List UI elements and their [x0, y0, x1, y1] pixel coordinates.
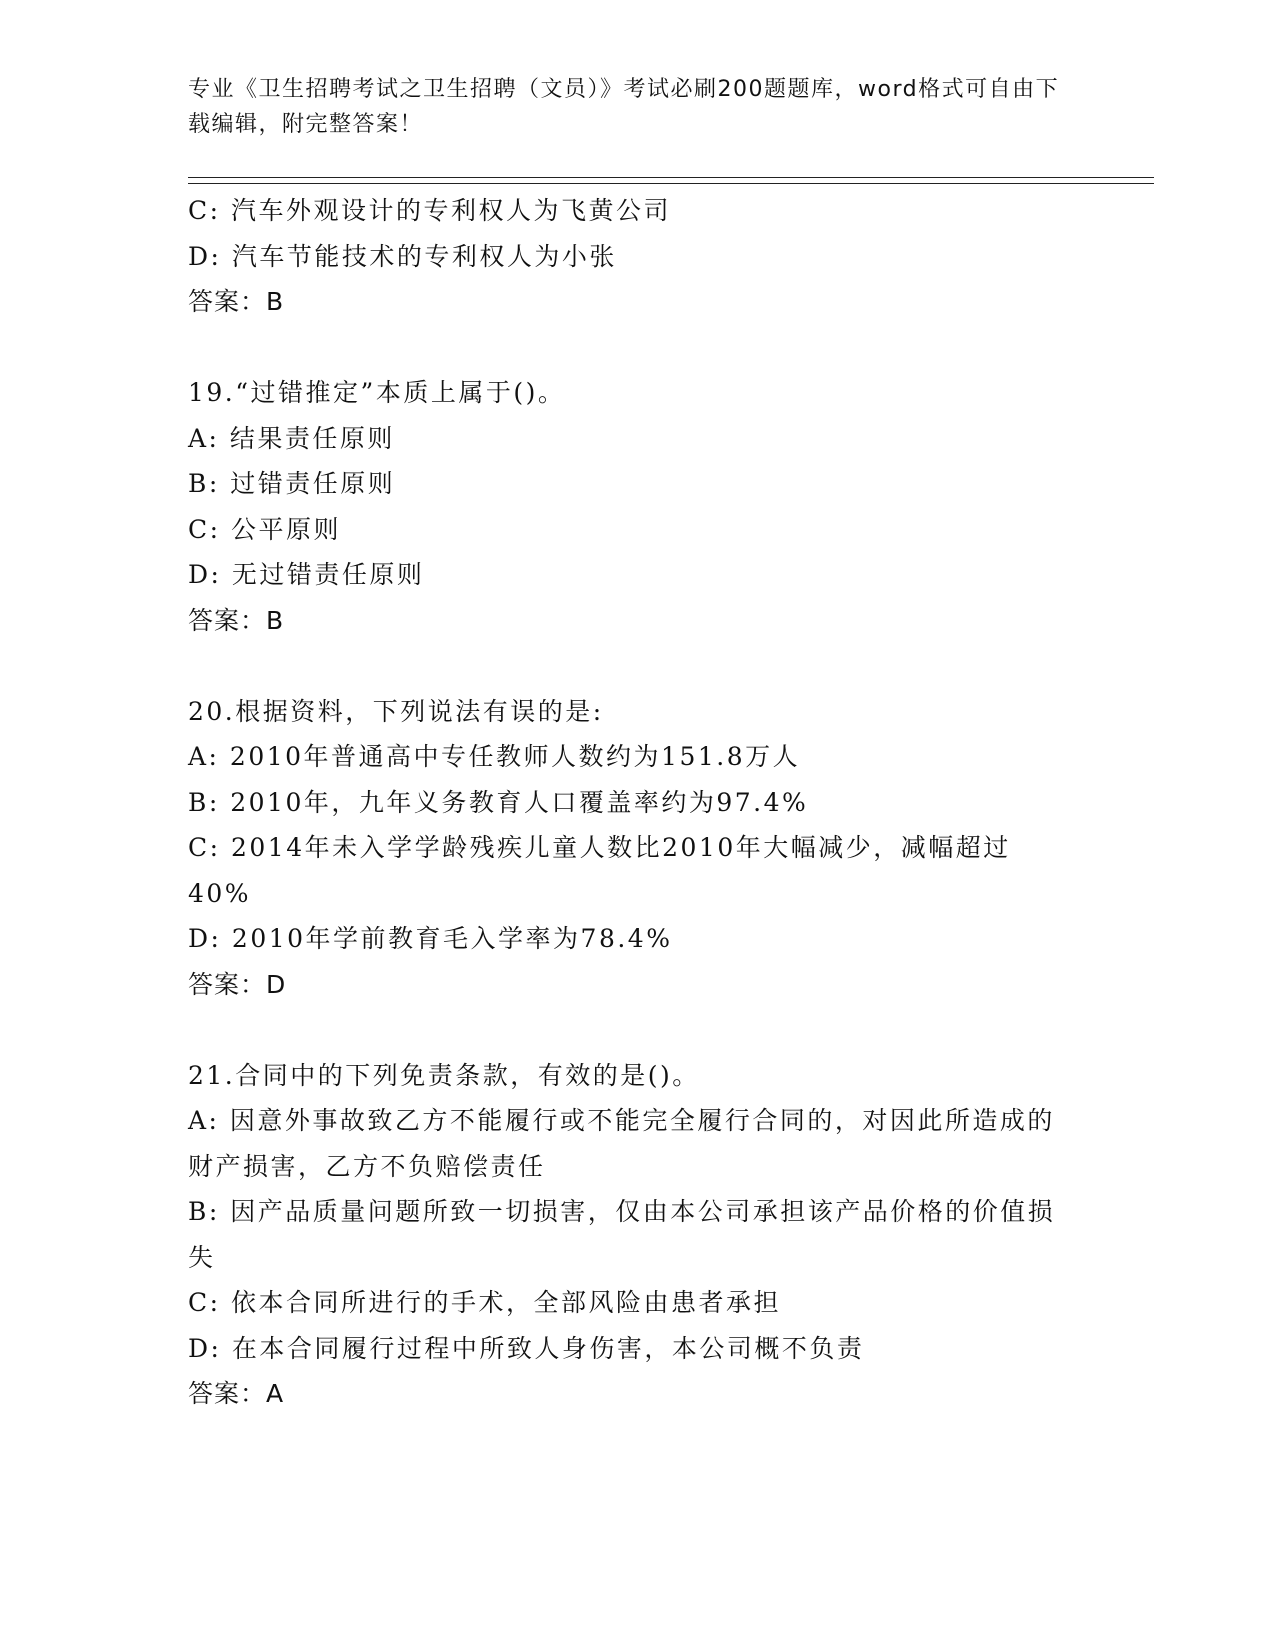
- option-a: A: 2010年普通高中专任教师人数约为151.8万人: [188, 742, 801, 771]
- spacer: [188, 643, 1088, 689]
- answer-line: 答案：B: [188, 605, 285, 635]
- header-divider-bottom: [188, 183, 1154, 184]
- spacer: [188, 1007, 1088, 1053]
- question-21: [188, 1053, 1088, 1417]
- question-stem: 21.合同中的下列免责条款，有效的是()。: [188, 1060, 700, 1090]
- document-body: [188, 188, 1088, 1417]
- option-b: B: 因产品质量问题所致一切损害，仅由本公司承担该产品价格的价值损失: [188, 1197, 1056, 1272]
- spacer: [188, 325, 1088, 371]
- answer-line: 答案：D: [188, 969, 287, 999]
- option-d: D: 在本合同履行过程中所致人身伤害，本公司概不负责: [188, 1333, 865, 1363]
- option-d: D: 无过错责任原则: [188, 560, 425, 589]
- option-d: D: 2010年学前教育毛入学率为78.4%: [188, 924, 673, 953]
- header-text: 专业《卫生招聘考试之卫生招聘（文员）》考试必刷200题题库，word格式可自由下载编辑，附完整答案！: [188, 77, 1060, 137]
- question-19: [188, 370, 1088, 643]
- option-a: A: 结果责任原则: [188, 423, 395, 453]
- answer-line: 答案：A: [188, 1379, 285, 1408]
- option-c: C: 公平原则: [188, 514, 341, 544]
- question-stem: 19.“过错推定”本质上属于()。: [188, 378, 566, 407]
- option-d: D: 汽车节能技术的专利权人为小张: [188, 241, 617, 271]
- option-c: C: 2014年未入学学龄残疾儿童人数比2010年大幅减少，减幅超过40%: [188, 833, 1011, 908]
- document-header: [188, 72, 1068, 142]
- answer-line: 答案：B: [188, 287, 285, 316]
- question-20: [188, 689, 1088, 1008]
- header-divider-top: [188, 177, 1154, 178]
- option-c: C: 依本合同所进行的手术，全部风险由患者承担: [188, 1288, 781, 1317]
- question-18-tail: [188, 188, 1088, 325]
- option-a: A: 因意外事故致乙方不能履行或不能完全履行合同的，对因此所造成的财产损害，乙方不负赔偿责任: [188, 1106, 1055, 1181]
- option-b: B: 2010年，九年义务教育人口覆盖率约为97.4%: [188, 787, 809, 817]
- option-c: C: 汽车外观设计的专利权人为飞黄公司: [188, 196, 671, 225]
- question-stem: 20.根据资料，下列说法有误的是:: [188, 696, 604, 726]
- option-b: B: 过错责任原则: [188, 469, 396, 498]
